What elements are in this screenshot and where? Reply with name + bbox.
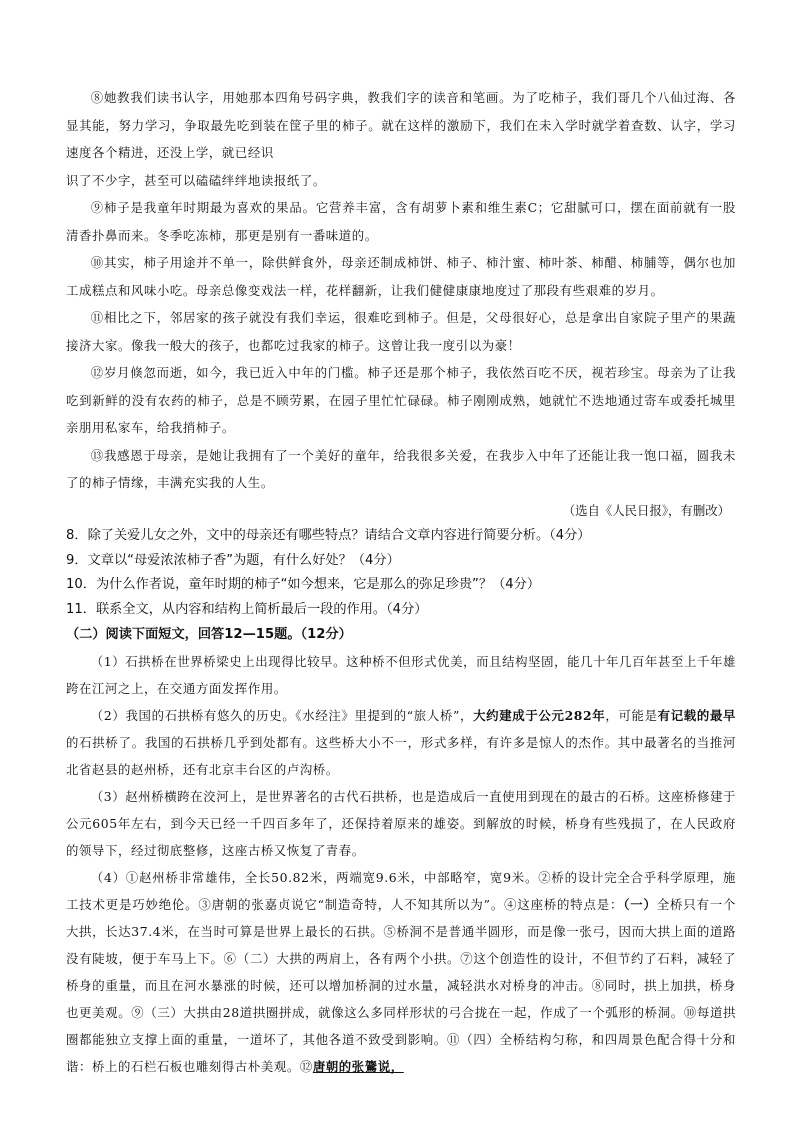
section2-paragraph-1: （1）石拱桥在世界桥梁史上出现得比较早。这种桥不但形式优美，而且结构坚固，能几十年几百年甚至上千年雄跨在江河之上，在交通方面发挥作用。 — [66, 654, 736, 696]
p2-text-c: ，可能是 — [605, 708, 658, 723]
question-8: 8．除了关爱儿女之外，文中的母亲还有哪些特点？请结合文章内容进行简要分析。（4分） — [66, 528, 591, 543]
paragraph-8-continued: 识了不少字，甚至可以磕磕绊绊地读报纸了。 — [66, 172, 326, 188]
section-heading: （二）阅读下面短文，回答12—15题。（12分） — [66, 627, 352, 642]
paragraph-13: ⑬我感恩于母亲，是她让我拥有了一个美好的童年，给我很多关爱，在我步入中年了还能让我一饱口福，圆我未了的柿子情缘，丰满充实我的人生。 — [66, 447, 736, 490]
paragraph-12: ⑫岁月倏忽而逝，如今，我已近入中年的门槛。柿子还是那个柿子，我依然百吃不厌，视若珍宝。母亲为了让我吃到新鲜的没有农药的柿子，总是不顾劳累，在园子里忙忙碌碌。柿子刚刚成熟，她就忙不迭地通过寄车或委托城里亲朋用私家车，给我捎柿子。 — [66, 365, 736, 435]
paragraph-11: ⑪相比之下，邻居家的孩子就没有我们幸运，很难吃到柿子。但是，父母很好心，总是拿出自家院子里产的果蔬接济大家。像我一般大的孩子，也都吃过我家的柿子。这曾让我一度引以为豪！ — [66, 310, 736, 353]
p2-text-e: 的石拱桥了。我国的石拱桥几乎到处都有。这些桥大小不一，形式多样，有许多是惊人的杰作。其中最著名的当推河北省赵县的赵州桥，还有北京丰台区的卢沟桥。 — [66, 735, 736, 777]
paragraph-8: ⑧她教我们读书认字，用她那本四角号码字典，教我们字的读音和笔画。为了吃柿子，我们哥几个八仙过海、各显其能，努力学习，争取最先吃到装在筐子里的柿子。就在这样的激励下，我们在未入学时就学着查数、认字，学习速度各个精进，还没上学，就已经识 — [66, 90, 736, 160]
p2-text-a: （2）我国的石拱桥有悠久的历史。《水经注》里提到的“旅人桥”， — [90, 708, 474, 723]
paragraph-9: ⑨柿子是我童年时期最为喜欢的果品。它营养丰富，含有胡萝卜素和维生素C；它甜腻可口，摆在面前就有一股清香扑鼻而来。冬季吃冻柿，那更是别有一番味道的。 — [66, 200, 736, 243]
p4-text-c: 全桥只有一个大拱，长达37.4米，在当时可算是世界上最长的石拱。⑤桥洞不是普通半圆形，而是像一张弓，因而大拱上面的道路没有陡坡，便于车马上下。⑥（二）大拱的两肩上，各有两个小拱。⑦这个创造性的设计，不但节约了石料，减轻了桥身的重量，而且在河水暴涨的时候，还可以增加桥洞的过水量，减轻洪水对桥身的冲击。⑧同时，拱上加拱，桥身也更美观。⑨（三）大拱由28道拱圈拼成，就像这么多同样形状的弓合拢在一起，作成了一个弧形的桥洞。⑩每道拱圈都能独立支撑上面的重量，一道坏了，其他各道不致受到影响。⑪（四）全桥结构匀称，和四周景色配合得十分和谐：桥上的石栏石板也雕刻得古朴美观。⑫ — [66, 897, 736, 1074]
section2-paragraph-3: （3）赵州桥横跨在洨河上，是世界著名的古代石拱桥，也是造成后一直使用到现在的最古的石桥。这座桥修建于公元605年左右，到今天已经一千四百多年了，还保持着原来的雄姿。到解放的时候，桥身有些残损了，在人民政府的领导下，经过彻底整修，这座古桥又恢复了青春。 — [66, 789, 736, 858]
question-11: 11．联系全文，从内容和结构上简析最后一段的作用。（4分） — [66, 601, 428, 617]
paragraph-10: ⑩其实，柿子用途并不单一，除供鲜食外，母亲还制成柿饼、柿子、柿汁蜜、柿叶茶、柿醋、柿脯等，偶尔也加工成糕点和风味小吃。母亲总像变戏法一样，花样翻新，让我们健健康康地度过了那段有些艰难的岁月。 — [66, 255, 736, 298]
p2-bold-date: 大约建成于公元282年 — [473, 708, 606, 723]
p4-underlined-quote: 唐朝的张鷟说， — [312, 1059, 404, 1074]
p2-bold-earliest: 有记载的最早 — [657, 708, 737, 723]
section2-paragraph-4 — [66, 864, 736, 1080]
source-note: （选自《人民日报》，有删改） — [562, 502, 730, 518]
question-9: 9．文章以“母爱浓浓柿子香”为题，有什么好处？（4分） — [66, 552, 400, 568]
p4-bold-one: （一） — [623, 897, 657, 912]
section2-paragraph-2 — [66, 702, 736, 783]
p4-text-a: （4）①赵州桥非常雄伟，全长50.82米，两端宽9.6米，中部略窄，宽9米。②桥的设计完全合乎科学原理，施工技术更是巧妙绝伦。③唐朝的张嘉贞说它“制造奇特，人不知其所以为”。④这座桥的特点是： — [66, 870, 736, 912]
question-10: 10．为什么作者说，童年时期的柿子“如今想来，它是那么的弥足珍贵”？（4分） — [66, 577, 541, 592]
